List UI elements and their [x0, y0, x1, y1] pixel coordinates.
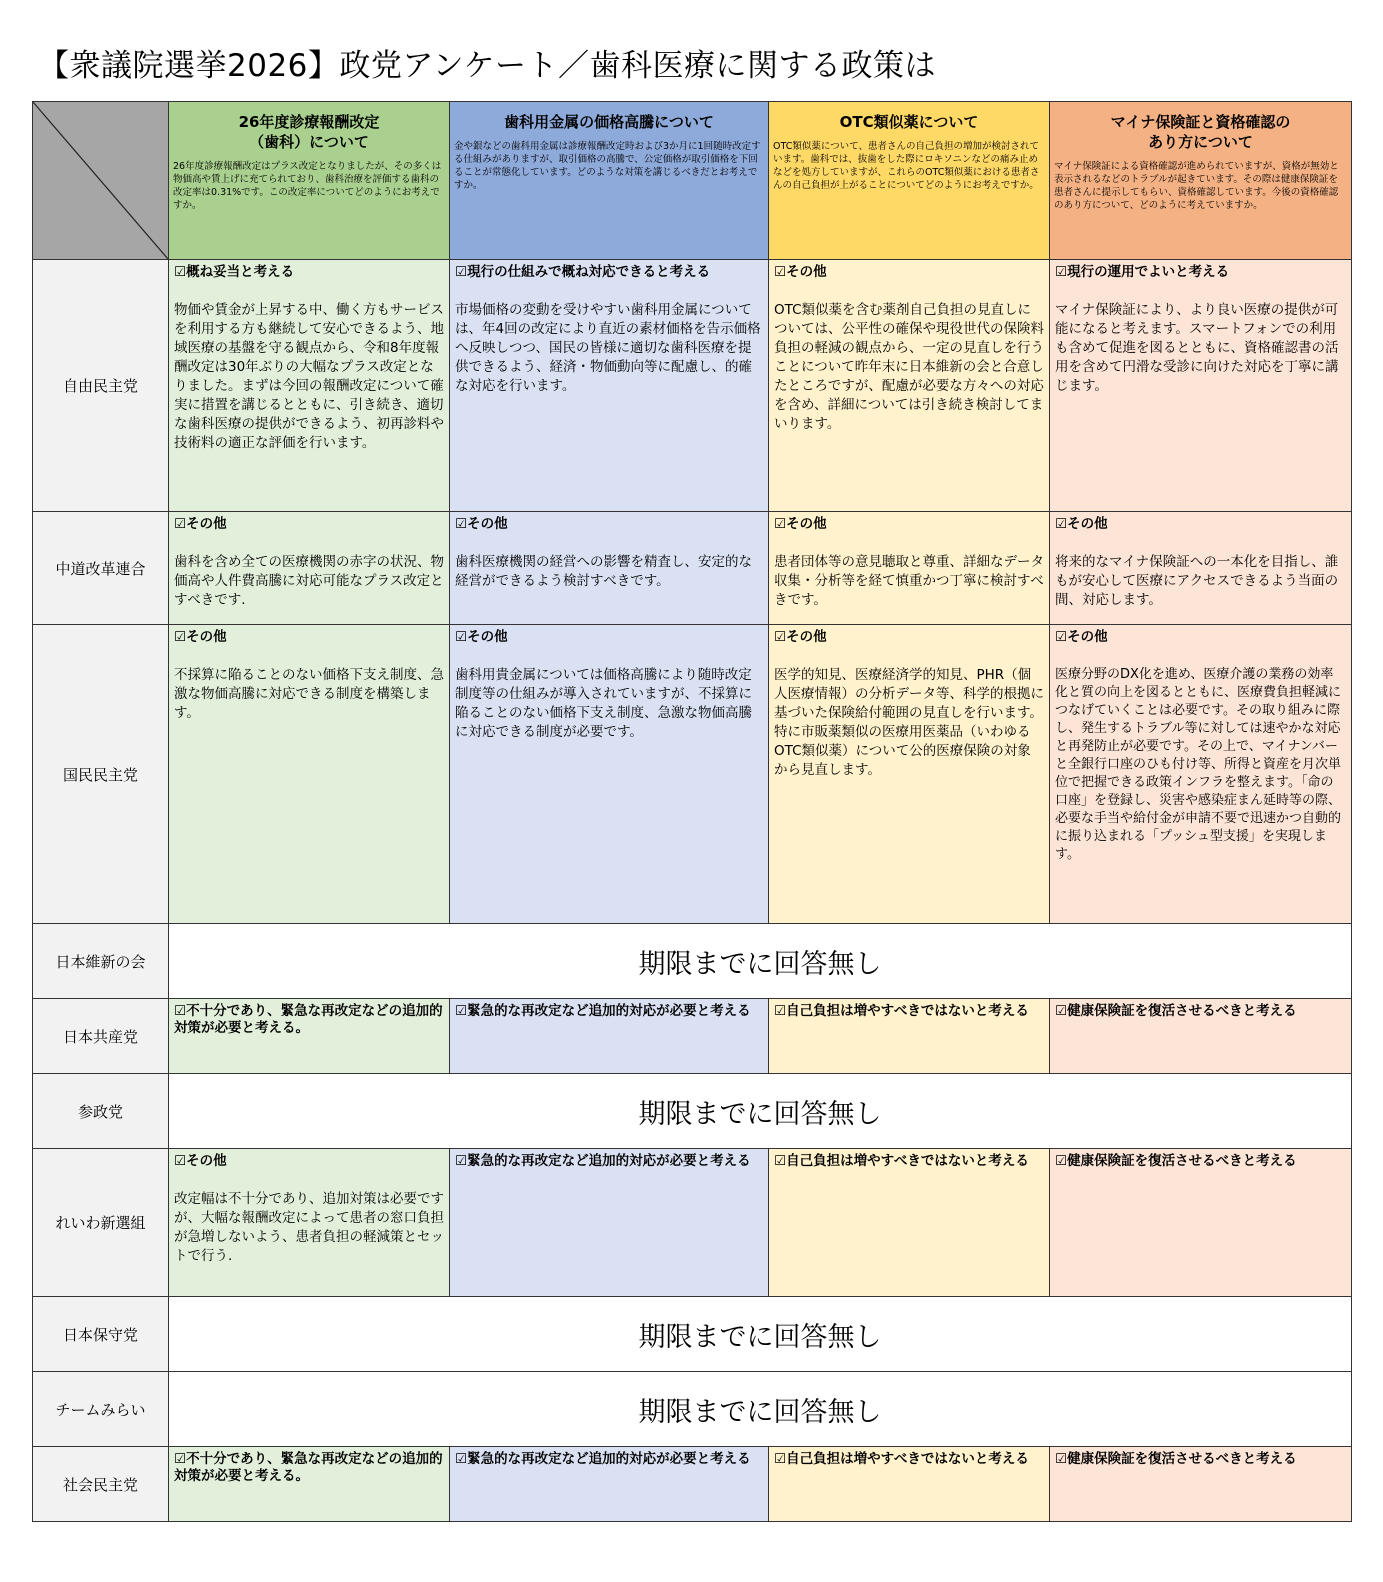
answer-choice: ☑不十分であり、緊急な再改定などの追加的対策が必要と考える。	[174, 1451, 443, 1484]
no-answer-cell: 期限までに回答無し	[169, 924, 1352, 999]
answer-text: 不採算に陥ることのない価格下支え制度、急激な物価高騰に対応できる制度を構築します。	[174, 667, 444, 721]
answer-cell	[769, 1447, 1050, 1522]
answer-text: 患者団体等の意見聴取と尊重、詳細なデータ収集・分析等を経て慎重かつ丁寧に検討すべきです。	[774, 554, 1044, 608]
column-header-3	[769, 102, 1050, 260]
column-title: 26年度診療報酬改定 （歯科）について	[238, 113, 380, 151]
answer-choice: ☑現行の仕組みで概ね対応できると考える	[455, 264, 711, 280]
answer-text: 医学的知見、医療経済学的知見、PHR（個人医療情報）の分析データ等、科学的根拠に基づいた保険給付範囲の見直しを行います。特に市販薬類似の医療用医薬品（いわゆるOTC類似薬）について公的医療保険の対象から見直します。	[774, 667, 1044, 778]
no-answer-cell: 期限までに回答無し	[169, 1074, 1352, 1149]
column-description: OTC類似薬について、患者さんの自己負担の増加が検討されています。歯科では、抜歯をした際にロキソニンなどの痛み止めなどを処方していますが、これらのOTC類似薬における患者さんの自己負担が上がることについてどのようにお考えですか。	[773, 141, 1040, 191]
answer-choice: ☑その他	[174, 1153, 227, 1169]
answer-text: 市場価格の変動を受けやすい歯科用金属については、年4回の改定により直近の素材価格を告示価格へ反映しつつ、国民の皆様に適切な歯科医療を提供できるよう、経済・物価動向等に配慮し、的確な対応を行います。	[455, 302, 761, 394]
no-answer-cell: 期限までに回答無し	[169, 1372, 1352, 1447]
party-row	[33, 1447, 1352, 1522]
answer-choice: ☑その他	[1055, 629, 1108, 645]
column-description: 26年度診療報酬改定はプラス改定となりましたが、その多くは物価高や賃上げに充てられており、歯科治療を評価する歯科の改定率は0.31%です。この改定率についてどのようにお考えですか。	[173, 161, 442, 211]
answer-cell	[169, 999, 450, 1074]
answer-cell	[450, 512, 769, 625]
party-name: 社会民主党	[33, 1447, 169, 1522]
party-row	[33, 1074, 1352, 1149]
column-title: マイナ保険証と資格確認の あり方について	[1110, 113, 1291, 151]
answer-choice: ☑自己負担は増やすべきではないと考える	[774, 1153, 1029, 1169]
answer-cell	[769, 1149, 1050, 1297]
answer-choice: ☑その他	[774, 516, 827, 532]
header-row	[33, 102, 1352, 260]
party-name: 自由民主党	[33, 260, 169, 512]
column-description: 金や銀などの歯科用金属は診療報酬改定時および3か月に1回随時改定する仕組みがありますが、取引価格の高騰で、公定価格が取引価格を下回ることが常態化しています。どのような対策を講じるべきだとお考えですか。	[454, 141, 761, 191]
answer-choice: ☑不十分であり、緊急な再改定などの追加的対策が必要と考える。	[174, 1003, 443, 1036]
answer-choice: ☑概ね妥当と考える	[174, 264, 295, 280]
answer-choice: ☑その他	[774, 629, 827, 645]
answer-choice: ☑その他	[774, 264, 827, 280]
answer-choice: ☑その他	[174, 629, 227, 645]
corner-cell	[33, 102, 169, 260]
party-row	[33, 625, 1352, 924]
answer-cell	[1050, 260, 1352, 512]
answer-choice: ☑その他	[1055, 516, 1108, 532]
answer-cell	[450, 1149, 769, 1297]
party-row	[33, 924, 1352, 999]
answer-choice: ☑緊急的な再改定など追加的対応が必要と考える	[455, 1003, 751, 1019]
answer-choice: ☑健康保険証を復活させるべきと考える	[1055, 1451, 1297, 1467]
party-row	[33, 512, 1352, 625]
party-row	[33, 999, 1352, 1074]
answer-cell	[450, 999, 769, 1074]
column-title: OTC類似薬について	[839, 113, 979, 131]
answer-cell	[169, 1149, 450, 1297]
page-title: 【衆議院選挙2026】政党アンケート／歯科医療に関する政策は	[38, 48, 937, 84]
answer-cell	[450, 1447, 769, 1522]
column-header-4	[1050, 102, 1352, 260]
party-row	[33, 1372, 1352, 1447]
no-answer-cell: 期限までに回答無し	[169, 1297, 1352, 1372]
answer-cell	[169, 625, 450, 924]
answer-text: OTC類似薬を含む薬剤自己負担の見直しについては、公平性の確保や現役世代の保険料負担の軽減の観点から、一定の見直しを行うことについて昨年末に日本維新の会と合意したところですが、配慮が必要な方々への対応を含め、詳細については引き続き検討してまいります。	[774, 302, 1044, 432]
party-name: 日本共産党	[33, 999, 169, 1074]
party-row	[33, 1149, 1352, 1297]
party-name: 日本維新の会	[33, 924, 169, 999]
party-name: 日本保守党	[33, 1297, 169, 1372]
answer-choice: ☑その他	[455, 516, 508, 532]
answer-choice: ☑健康保険証を復活させるべきと考える	[1055, 1003, 1297, 1019]
answer-cell	[769, 625, 1050, 924]
answer-choice: ☑現行の運用でよいと考える	[1055, 264, 1230, 280]
answer-cell	[1050, 1149, 1352, 1297]
answer-cell	[169, 1447, 450, 1522]
answer-text: 歯科医療機関の経営への影響を精査し、安定的な経営ができるよう検討すべきです。	[455, 554, 752, 589]
answer-cell	[169, 512, 450, 625]
party-name: 参政党	[33, 1074, 169, 1149]
answer-choice: ☑自己負担は増やすべきではないと考える	[774, 1003, 1029, 1019]
answer-text: マイナ保険証により、より良い医療の提供が可能になると考えます。スマートフォンでの利用も含めて促進を図るとともに、資格確認書の活用を含めて円滑な受診に向けた対応を丁寧に講じます。	[1055, 302, 1339, 394]
answer-cell	[769, 999, 1050, 1074]
answer-text: 歯科を含め全ての医療機関の赤字の状況、物価高や人件費高騰に対応可能なプラス改定とすべきです.	[174, 554, 444, 608]
answer-text: 改定幅は不十分であり、追加対策は必要ですが、大幅な報酬改定によって患者の窓口負担が急増しないよう、患者負担の軽減策とセットで行う.	[174, 1191, 444, 1264]
answer-choice: ☑その他	[455, 629, 508, 645]
answer-cell	[1050, 1447, 1352, 1522]
party-row	[33, 260, 1352, 512]
answer-text: 物価や賃金が上昇する中、働く方もサービスを利用する方も継続して安心できるよう、地域医療の基盤を守る観点から、令和8年度報酬改定は30年ぶりの大幅なプラス改定となりました。まずは今回の報酬改定について確実に措置を講じるとともに、引き続き、適切な歯科医療の提供ができるよう、初再診料や技術料の適正な評価を行います。	[174, 302, 444, 451]
answer-cell	[1050, 625, 1352, 924]
answer-cell	[769, 512, 1050, 625]
diagonal-line	[33, 102, 168, 259]
answer-choice: ☑緊急的な再改定など追加的対応が必要と考える	[455, 1153, 751, 1169]
answer-text: 歯科用貴金属については価格高騰により随時改定制度等の仕組みが導入されていますが、不採算に陥ることのない価格下支え制度、急激な物価高騰に対応できる制度が必要です。	[455, 667, 752, 740]
answer-cell	[1050, 512, 1352, 625]
answer-cell	[1050, 999, 1352, 1074]
answer-text: 将来的なマイナ保険証への一本化を目指し、誰もが安心して医療にアクセスできるよう当面の間、対応します。	[1055, 554, 1339, 608]
column-description: マイナ保険証による資格確認が進められていますが、資格が無効と表示されるなどのトラブルが起きています。その際は健康保険証を患者さんに提示してもらい、資格確認しています。今後の資格確認のあり方について、どのように考えていますか。	[1054, 161, 1339, 211]
party-name: 中道改革連合	[33, 512, 169, 625]
party-name: れいわ新選組	[33, 1149, 169, 1297]
column-header-1	[169, 102, 450, 260]
survey-table	[32, 101, 1352, 1522]
answer-choice: ☑健康保険証を復活させるべきと考える	[1055, 1153, 1297, 1169]
answer-cell	[450, 625, 769, 924]
answer-text: 医療分野のDX化を進め、医療介護の業務の効率化と質の向上を図るとともに、医療費負担軽減につなげていくことは必要です。その取り組みに際し、発生するトラブル等に対しては速やかな対応と再発防止が必要です。その上で、マイナンバーと全銀行口座のひも付け等、所得と資産を月次単位で把握できる政策インフラを整えます。「命の口座」を登録し、災害や感染症まん延時等の際、必要な手当や給付金が申請不要で迅速かつ自動的に振り込まれる「プッシュ型支援」を実現します。	[1055, 667, 1342, 862]
party-name: 国民民主党	[33, 625, 169, 924]
column-header-2	[450, 102, 769, 260]
answer-cell	[169, 260, 450, 512]
answer-choice: ☑自己負担は増やすべきではないと考える	[774, 1451, 1029, 1467]
party-row	[33, 1297, 1352, 1372]
party-name: チームみらい	[33, 1372, 169, 1447]
answer-cell	[450, 260, 769, 512]
column-title: 歯科用金属の価格高騰について	[504, 113, 714, 131]
answer-choice: ☑その他	[174, 516, 227, 532]
answer-cell	[769, 260, 1050, 512]
answer-choice: ☑緊急的な再改定など追加的対応が必要と考える	[455, 1451, 751, 1467]
